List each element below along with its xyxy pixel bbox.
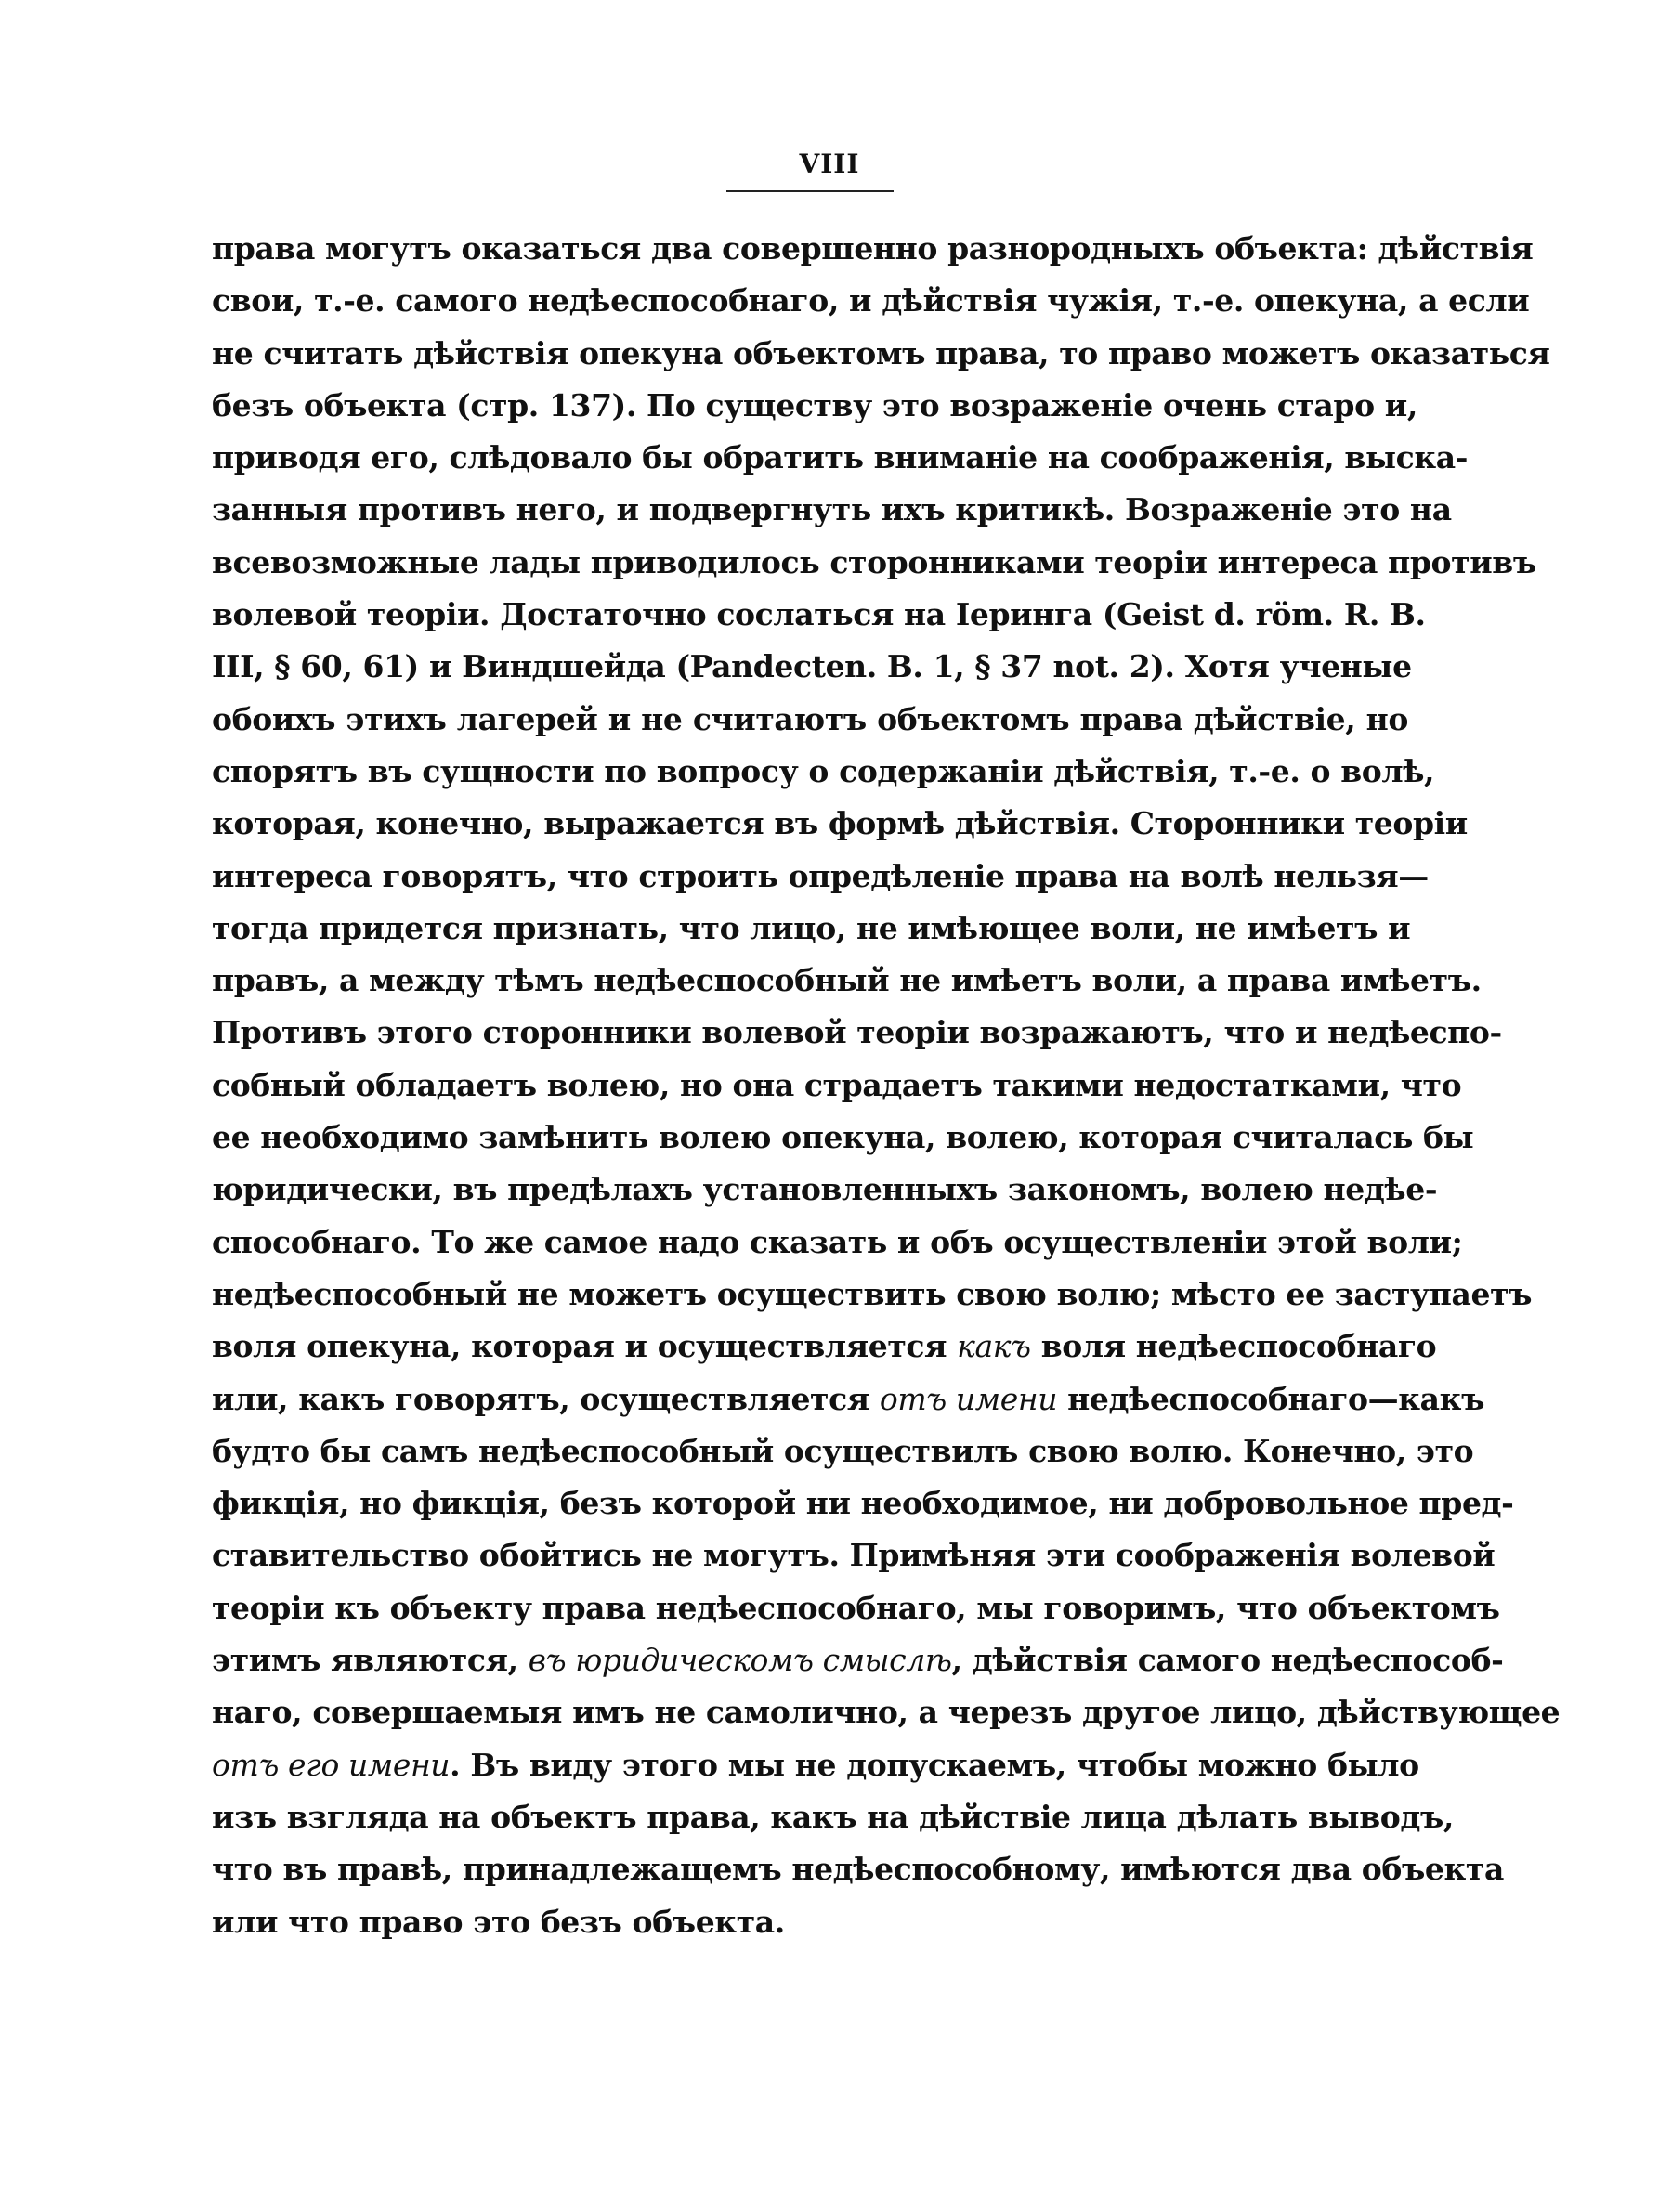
text-line xyxy=(212,484,1452,536)
text-run: права могутъ оказаться два совершенно разнородныхъ объекта: дѣйствія xyxy=(212,230,1534,267)
text-run: III, § 60, 61) и Виндшейда (Pandecten. B. 1, § 37 not. 2). Хотя ученые xyxy=(212,648,1412,685)
text-line xyxy=(212,589,1426,641)
text-run: обоихъ этихъ лагерей и не считаютъ объектомъ права дѣйствіе, но xyxy=(212,700,1408,737)
header-rule xyxy=(726,190,894,192)
text-run: воля опекуна, которая и осуществляется xyxy=(212,1328,958,1365)
text-run: ставительство обойтись не могутъ. Примѣняя эти соображенія волевой xyxy=(212,1537,1496,1574)
text-run: волевой теоріи. Достаточно сослаться на Іеринга (Geist d. röm. R. B. xyxy=(212,596,1426,633)
text-run: свои, т.-е. самого недѣеспособнаго, и дѣйствія чужія, т.-е. опекуна, а если xyxy=(212,282,1530,319)
text-line xyxy=(212,1529,1496,1581)
text-run: этимъ являются, xyxy=(212,1642,529,1679)
text-line xyxy=(212,1896,1408,1948)
text-run: всевозможные лады приводилось сторонниками теоріи интереса противъ xyxy=(212,543,1536,580)
text-run: что въ правѣ, принадлежащемъ недѣеспособному, имѣются два объекта xyxy=(212,1851,1504,1888)
text-line xyxy=(212,537,1536,589)
text-line xyxy=(212,1686,1561,1738)
text-line xyxy=(212,1634,1504,1686)
body-text xyxy=(212,223,1561,1948)
text-line xyxy=(212,903,1411,955)
text-line xyxy=(212,694,1408,746)
text-run: которая, конечно, выражается въ формѣ дѣйствія. Сторонники теоріи xyxy=(212,805,1468,842)
text-line xyxy=(212,1269,1533,1321)
text-line xyxy=(212,1007,1502,1059)
text-line xyxy=(212,798,1468,850)
text-run: правъ, а между тѣмъ недѣеспособный не имѣетъ воли, а права имѣетъ. xyxy=(212,962,1482,999)
text-run: недѣеспособный не можетъ осуществить свою волю; мѣсто ее заступаетъ xyxy=(212,1275,1533,1312)
text-run: занныя противъ него, и подвергнуть ихъ критикѣ. Возраженіе это на xyxy=(212,491,1452,528)
text-run: интереса говорятъ, что строить опредѣленіе права на волѣ нельзя— xyxy=(212,857,1429,894)
text-run: способнаго. То же самое надо сказать и объ осуществленіи этой воли; xyxy=(212,1223,1463,1260)
text-run: воля недѣеспособнаго xyxy=(1030,1328,1437,1365)
text-line xyxy=(212,1060,1462,1112)
page-number-header: VIII xyxy=(799,149,860,179)
italic-text: въ юридическомъ смыслѣ xyxy=(528,1642,952,1679)
text-run: фикція, но фикція, безъ которой ни необходимое, ни добровольное пред- xyxy=(212,1485,1514,1522)
text-run: теоріи къ объекту права недѣеспособнаго, мы говоримъ, что объектомъ xyxy=(212,1589,1500,1626)
italic-text: отъ имени xyxy=(879,1380,1058,1417)
text-line xyxy=(212,1582,1500,1634)
text-line xyxy=(212,1843,1504,1895)
text-run: недѣеспособнаго—какъ xyxy=(1057,1380,1484,1417)
text-line xyxy=(212,275,1530,327)
text-run: тогда придется признать, что лицо, не имѣющее воли, не имѣетъ и xyxy=(212,909,1411,946)
text-line xyxy=(212,1425,1474,1477)
text-line xyxy=(212,223,1534,275)
text-line xyxy=(212,1791,1454,1843)
text-run: безъ объекта (стр. 137). По существу это возраженіе очень старо и, xyxy=(212,386,1417,423)
text-run: . Въ виду этого мы не допускаемъ, чтобы можно было xyxy=(450,1746,1419,1783)
text-line xyxy=(212,1164,1438,1216)
italic-text: отъ его имени xyxy=(212,1746,451,1783)
text-run: наго, совершаемыя имъ не самолично, а черезъ другое лицо, дѣйствующее xyxy=(212,1694,1561,1731)
text-run: не считать дѣйствія опекуна объектомъ права, то право можетъ оказаться xyxy=(212,334,1550,371)
text-line xyxy=(212,1217,1463,1269)
text-line xyxy=(212,432,1469,484)
text-line xyxy=(212,1477,1514,1529)
text-line xyxy=(212,1739,1419,1791)
text-line xyxy=(212,746,1435,798)
text-line xyxy=(212,380,1417,432)
italic-text: какъ xyxy=(957,1328,1031,1365)
text-line xyxy=(212,851,1429,903)
text-run: изъ взгляда на объектъ права, какъ на дѣйствіе лица дѣлать выводъ, xyxy=(212,1798,1454,1835)
text-run: , дѣйствія самого недѣеспособ- xyxy=(951,1642,1504,1679)
text-line xyxy=(212,641,1412,693)
text-run: спорятъ въ сущности по вопросу о содержаніи дѣйствія, т.-е. о волѣ, xyxy=(212,752,1435,789)
text-run: Противъ этого сторонники волевой теоріи возражаютъ, что и недѣеспо- xyxy=(212,1014,1502,1051)
text-run: или, какъ говорятъ, осуществляется xyxy=(212,1380,880,1417)
text-run: ее необходимо замѣнить волею опекуна, волею, которая считалась бы xyxy=(212,1119,1474,1156)
text-line xyxy=(212,1112,1474,1164)
text-run: или что право это безъ объекта. xyxy=(212,1903,785,1940)
text-line xyxy=(212,1321,1437,1373)
text-line xyxy=(212,1373,1484,1425)
text-run: юридически, въ предѣлахъ установленныхъ закономъ, волею недѣе- xyxy=(212,1171,1438,1208)
text-run: приводя его, слѣдовало бы обратить вниманіе на соображенія, выска- xyxy=(212,439,1469,476)
text-run: будто бы самъ недѣеспособный осуществилъ свою волю. Конечно, это xyxy=(212,1432,1474,1469)
text-line xyxy=(212,328,1550,380)
text-line xyxy=(212,955,1482,1007)
text-run: собный обладаетъ волею, но она страдаетъ такими недостатками, что xyxy=(212,1066,1462,1103)
